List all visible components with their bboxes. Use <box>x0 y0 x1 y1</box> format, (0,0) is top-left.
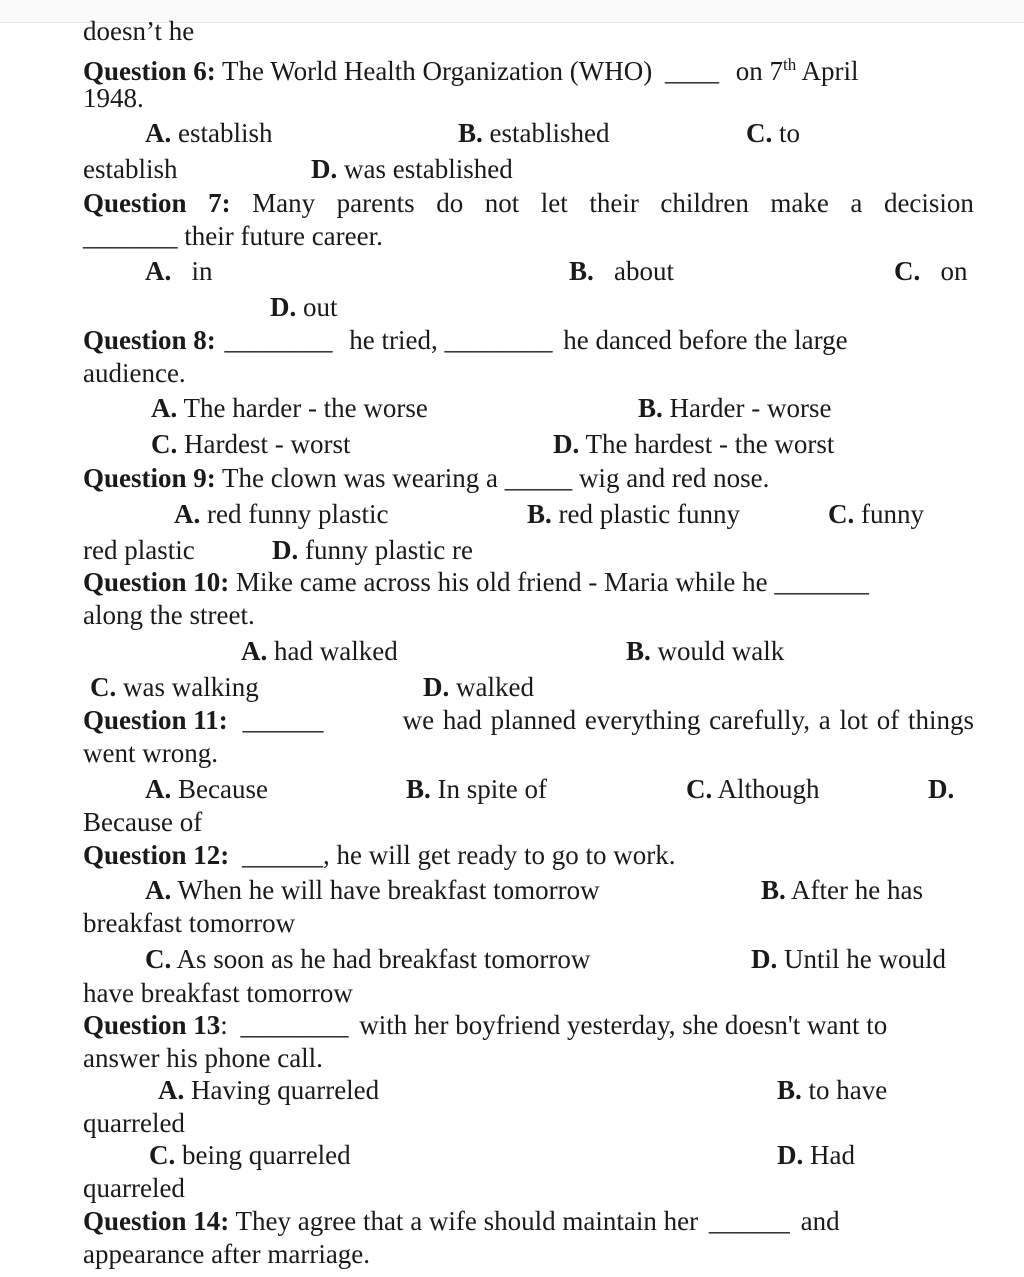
option-letter: B. <box>527 499 552 529</box>
question-7-word: children <box>660 188 749 218</box>
question-7-word: do <box>436 188 464 218</box>
question-6-option-c <box>746 116 800 150</box>
question-6-option-b <box>458 116 610 150</box>
option-text: about <box>614 256 675 286</box>
question-7-number: 7: <box>208 188 231 218</box>
question-11-option-b <box>406 772 547 806</box>
question-9-blank: _____ <box>504 463 573 493</box>
option-letter: D. <box>311 154 338 184</box>
question-12-option-d <box>751 942 946 976</box>
option-letter: D. <box>553 429 580 459</box>
option-text: in <box>191 256 213 286</box>
question-10-label: Question 10: <box>83 567 230 597</box>
option-letter: C. <box>894 256 921 286</box>
question-13-option-d-continued <box>83 1171 185 1205</box>
question-11-text-2: went wrong. <box>83 738 218 768</box>
question-8-option-a <box>151 391 428 425</box>
question-6-text: The World Health Organization (WHO) <box>222 56 653 86</box>
question-14-prompt-line-2 <box>83 1237 370 1271</box>
question-11-option-c <box>686 772 820 806</box>
question-12-blank: ______ <box>242 840 324 870</box>
question-10-blank: _______ <box>774 567 869 597</box>
question-9-option-c-continued <box>83 533 195 567</box>
question-9-option-b <box>527 497 740 531</box>
question-8-text-3: audience. <box>83 358 186 388</box>
option-letter: B. <box>761 875 786 905</box>
question-7-word: parents <box>336 188 415 218</box>
option-text: Because of <box>83 807 203 837</box>
option-letter: C. <box>686 774 713 804</box>
option-letter: D. <box>272 535 299 565</box>
option-text: funny plastic re <box>305 535 473 565</box>
question-13-option-b <box>777 1073 887 1107</box>
question-7-option-a <box>145 254 213 288</box>
question-6-label: Question 6: <box>83 56 216 86</box>
question-7-word: not <box>484 188 520 218</box>
question-10-option-a <box>241 634 398 668</box>
option-letter: B. <box>406 774 431 804</box>
option-letter: C. <box>151 429 178 459</box>
question-7-text: their future career. <box>184 221 383 251</box>
option-text: Had <box>810 1140 855 1170</box>
option-letter: C. <box>90 672 117 702</box>
question-9-prompt <box>83 461 769 495</box>
question-8-text-1: he tried, <box>349 325 438 355</box>
option-text: establish <box>83 154 178 184</box>
option-letter: B. <box>458 118 483 148</box>
question-7-option-d <box>270 290 338 324</box>
option-text: quarreled <box>83 1173 185 1203</box>
question-10-option-d <box>423 670 534 704</box>
question-13-option-d <box>777 1138 855 1172</box>
option-text: was established <box>344 154 513 184</box>
cut-off-line <box>83 14 194 48</box>
question-7-word: let <box>540 188 568 218</box>
question-10-prompt <box>83 565 869 599</box>
question-11-option-d-continued <box>83 805 202 839</box>
question-8-text-2: he danced before the large <box>563 325 848 355</box>
question-11-option-d <box>928 772 954 806</box>
option-text: The hardest - the worst <box>585 429 835 459</box>
option-letter: D. <box>423 672 450 702</box>
option-text: When he will have breakfast tomorrow <box>177 875 600 905</box>
option-letter: B. <box>638 393 663 423</box>
question-6-prompt-line-2 <box>83 81 144 115</box>
cut-off-text: doesn’t he <box>83 16 195 46</box>
option-letter: B. <box>569 256 594 286</box>
option-text: red plastic funny <box>558 499 740 529</box>
question-11-prompt-line-2 <box>83 736 218 770</box>
option-letter: A. <box>145 875 172 905</box>
question-13-option-c <box>149 1138 351 1172</box>
option-letter: A. <box>145 774 172 804</box>
question-7-prompt-line-2 <box>83 219 383 253</box>
option-text: walked <box>456 672 534 702</box>
option-letter: C. <box>149 1140 176 1170</box>
question-9-option-c <box>828 497 924 531</box>
option-text: being quarreled <box>182 1140 351 1170</box>
question-8-prompt <box>83 323 848 357</box>
question-8-blank-2: ________ <box>444 325 553 355</box>
question-14-label: Question 14: <box>83 1206 230 1236</box>
option-letter: A. <box>174 499 201 529</box>
question-10-prompt-line-2 <box>83 598 255 632</box>
option-text: Although <box>717 774 820 804</box>
option-letter: C. <box>828 499 855 529</box>
option-text: was walking <box>123 672 259 702</box>
question-12-option-d-continued <box>83 976 353 1010</box>
question-10-option-b <box>626 634 784 668</box>
question-13-option-a <box>158 1073 379 1107</box>
question-12-prompt <box>83 838 675 872</box>
question-11-blank: ______ <box>242 705 324 735</box>
question-9-text-2: wig and red nose. <box>578 463 770 493</box>
question-12-text: , he will get ready to go to work. <box>323 840 676 870</box>
option-letter: A. <box>145 256 172 286</box>
option-text: established <box>489 118 610 148</box>
option-text: on <box>940 256 968 286</box>
option-letter: A. <box>145 118 172 148</box>
option-letter: C. <box>746 118 773 148</box>
question-14-text-2: and <box>800 1206 840 1236</box>
question-6-date-suffix: th <box>782 55 797 74</box>
question-10-option-c <box>90 670 259 704</box>
option-letter: D. <box>270 292 297 322</box>
option-text: Because <box>178 774 268 804</box>
option-letter: C. <box>145 944 172 974</box>
option-text: out <box>303 292 338 322</box>
question-6-blank: ____ <box>664 56 719 86</box>
question-11-head <box>83 703 324 737</box>
question-11-label: Question 11: <box>83 705 228 735</box>
question-13-colon: : <box>220 1010 228 1040</box>
option-text: to have <box>808 1075 888 1105</box>
question-9-option-a <box>174 497 388 531</box>
option-letter: A. <box>241 636 268 666</box>
question-12-label: Question 12: <box>83 840 230 870</box>
option-text: red funny plastic <box>207 499 389 529</box>
question-6-date <box>736 56 859 86</box>
question-7-option-c <box>894 254 968 288</box>
option-text: establish <box>178 118 273 148</box>
question-12-option-a <box>145 873 600 907</box>
question-10-text-2: along the street. <box>83 600 255 630</box>
option-text: As soon as he had breakfast tomorrow <box>176 944 591 974</box>
option-text: had walked <box>274 636 398 666</box>
question-12-option-b <box>761 873 923 907</box>
option-text: The harder - the worse <box>183 393 428 423</box>
question-6-option-c-continued <box>83 152 178 186</box>
option-text: would walk <box>657 636 785 666</box>
option-text: breakfast tomorrow <box>83 908 296 938</box>
question-7-word: make <box>770 188 829 218</box>
option-text: Having quarreled <box>191 1075 380 1105</box>
question-13-prompt <box>83 1008 887 1042</box>
option-text: Until he would <box>784 944 946 974</box>
question-7-word: Many <box>252 188 316 218</box>
question-13-text-2: answer his phone call. <box>83 1043 323 1073</box>
question-13-text-1: with her boyfriend yesterday, she doesn't want to <box>359 1010 888 1040</box>
question-8-option-b <box>638 391 831 425</box>
question-14-text-1: They agree that a wife should maintain her <box>235 1206 699 1236</box>
option-letter: D. <box>928 774 955 804</box>
question-9-option-d <box>272 533 473 567</box>
question-13-prompt-line-2 <box>83 1041 323 1075</box>
option-text: funny <box>861 499 924 529</box>
question-6-date-month: April <box>801 56 859 86</box>
question-7-label: Question <box>83 188 187 218</box>
question-7-word: decision <box>883 188 974 218</box>
question-13-option-b-continued <box>83 1106 185 1140</box>
question-6-year: 1948. <box>83 83 144 113</box>
question-12-option-c <box>145 942 590 976</box>
question-11-option-a <box>145 772 268 806</box>
option-letter: A. <box>158 1075 185 1105</box>
option-text: to <box>779 118 801 148</box>
question-9-text-1: The clown was wearing a <box>222 463 498 493</box>
option-text: have breakfast tomorrow <box>83 978 353 1008</box>
option-text: After he has <box>791 875 923 905</box>
question-11-prompt <box>83 703 974 737</box>
question-14-blank: ______ <box>708 1206 790 1236</box>
question-7-blank: _______ <box>83 221 178 251</box>
option-text: Hardest - worst <box>184 429 351 459</box>
option-text: red plastic <box>83 535 195 565</box>
option-letter: B. <box>777 1075 802 1105</box>
question-11-text-1: we had planned everything carefully, a lot of things <box>402 705 974 735</box>
question-8-blank-1: ________ <box>224 325 333 355</box>
option-text: In spite of <box>437 774 547 804</box>
question-9-label: Question 9: <box>83 463 216 493</box>
option-letter: D. <box>751 944 778 974</box>
question-8-label: Question 8: <box>83 325 216 355</box>
option-letter: B. <box>626 636 651 666</box>
option-letter: D. <box>777 1140 804 1170</box>
question-6-option-d <box>311 152 513 186</box>
question-7-word: their <box>589 188 639 218</box>
question-12-option-b-continued <box>83 906 295 940</box>
question-13-blank: ________ <box>240 1010 349 1040</box>
option-letter: A. <box>151 393 178 423</box>
question-7-option-b <box>569 254 674 288</box>
question-8-option-d <box>553 427 834 461</box>
option-text: Harder - worse <box>669 393 832 423</box>
question-10-text-1: Mike came across his old friend - Maria while he <box>236 567 768 597</box>
question-7-word: a <box>850 188 863 218</box>
option-text: quarreled <box>83 1108 185 1138</box>
question-14-text-3: appearance after marriage. <box>83 1239 371 1269</box>
question-13-label: Question 13 <box>83 1010 221 1040</box>
question-6-date-day: on 7 <box>735 56 783 86</box>
question-8-option-c <box>151 427 350 461</box>
question-14-prompt <box>83 1204 840 1238</box>
question-8-prompt-line-2 <box>83 356 186 390</box>
question-6-option-a <box>145 116 273 150</box>
question-6-prompt <box>83 48 858 88</box>
question-7-prompt <box>83 186 974 220</box>
